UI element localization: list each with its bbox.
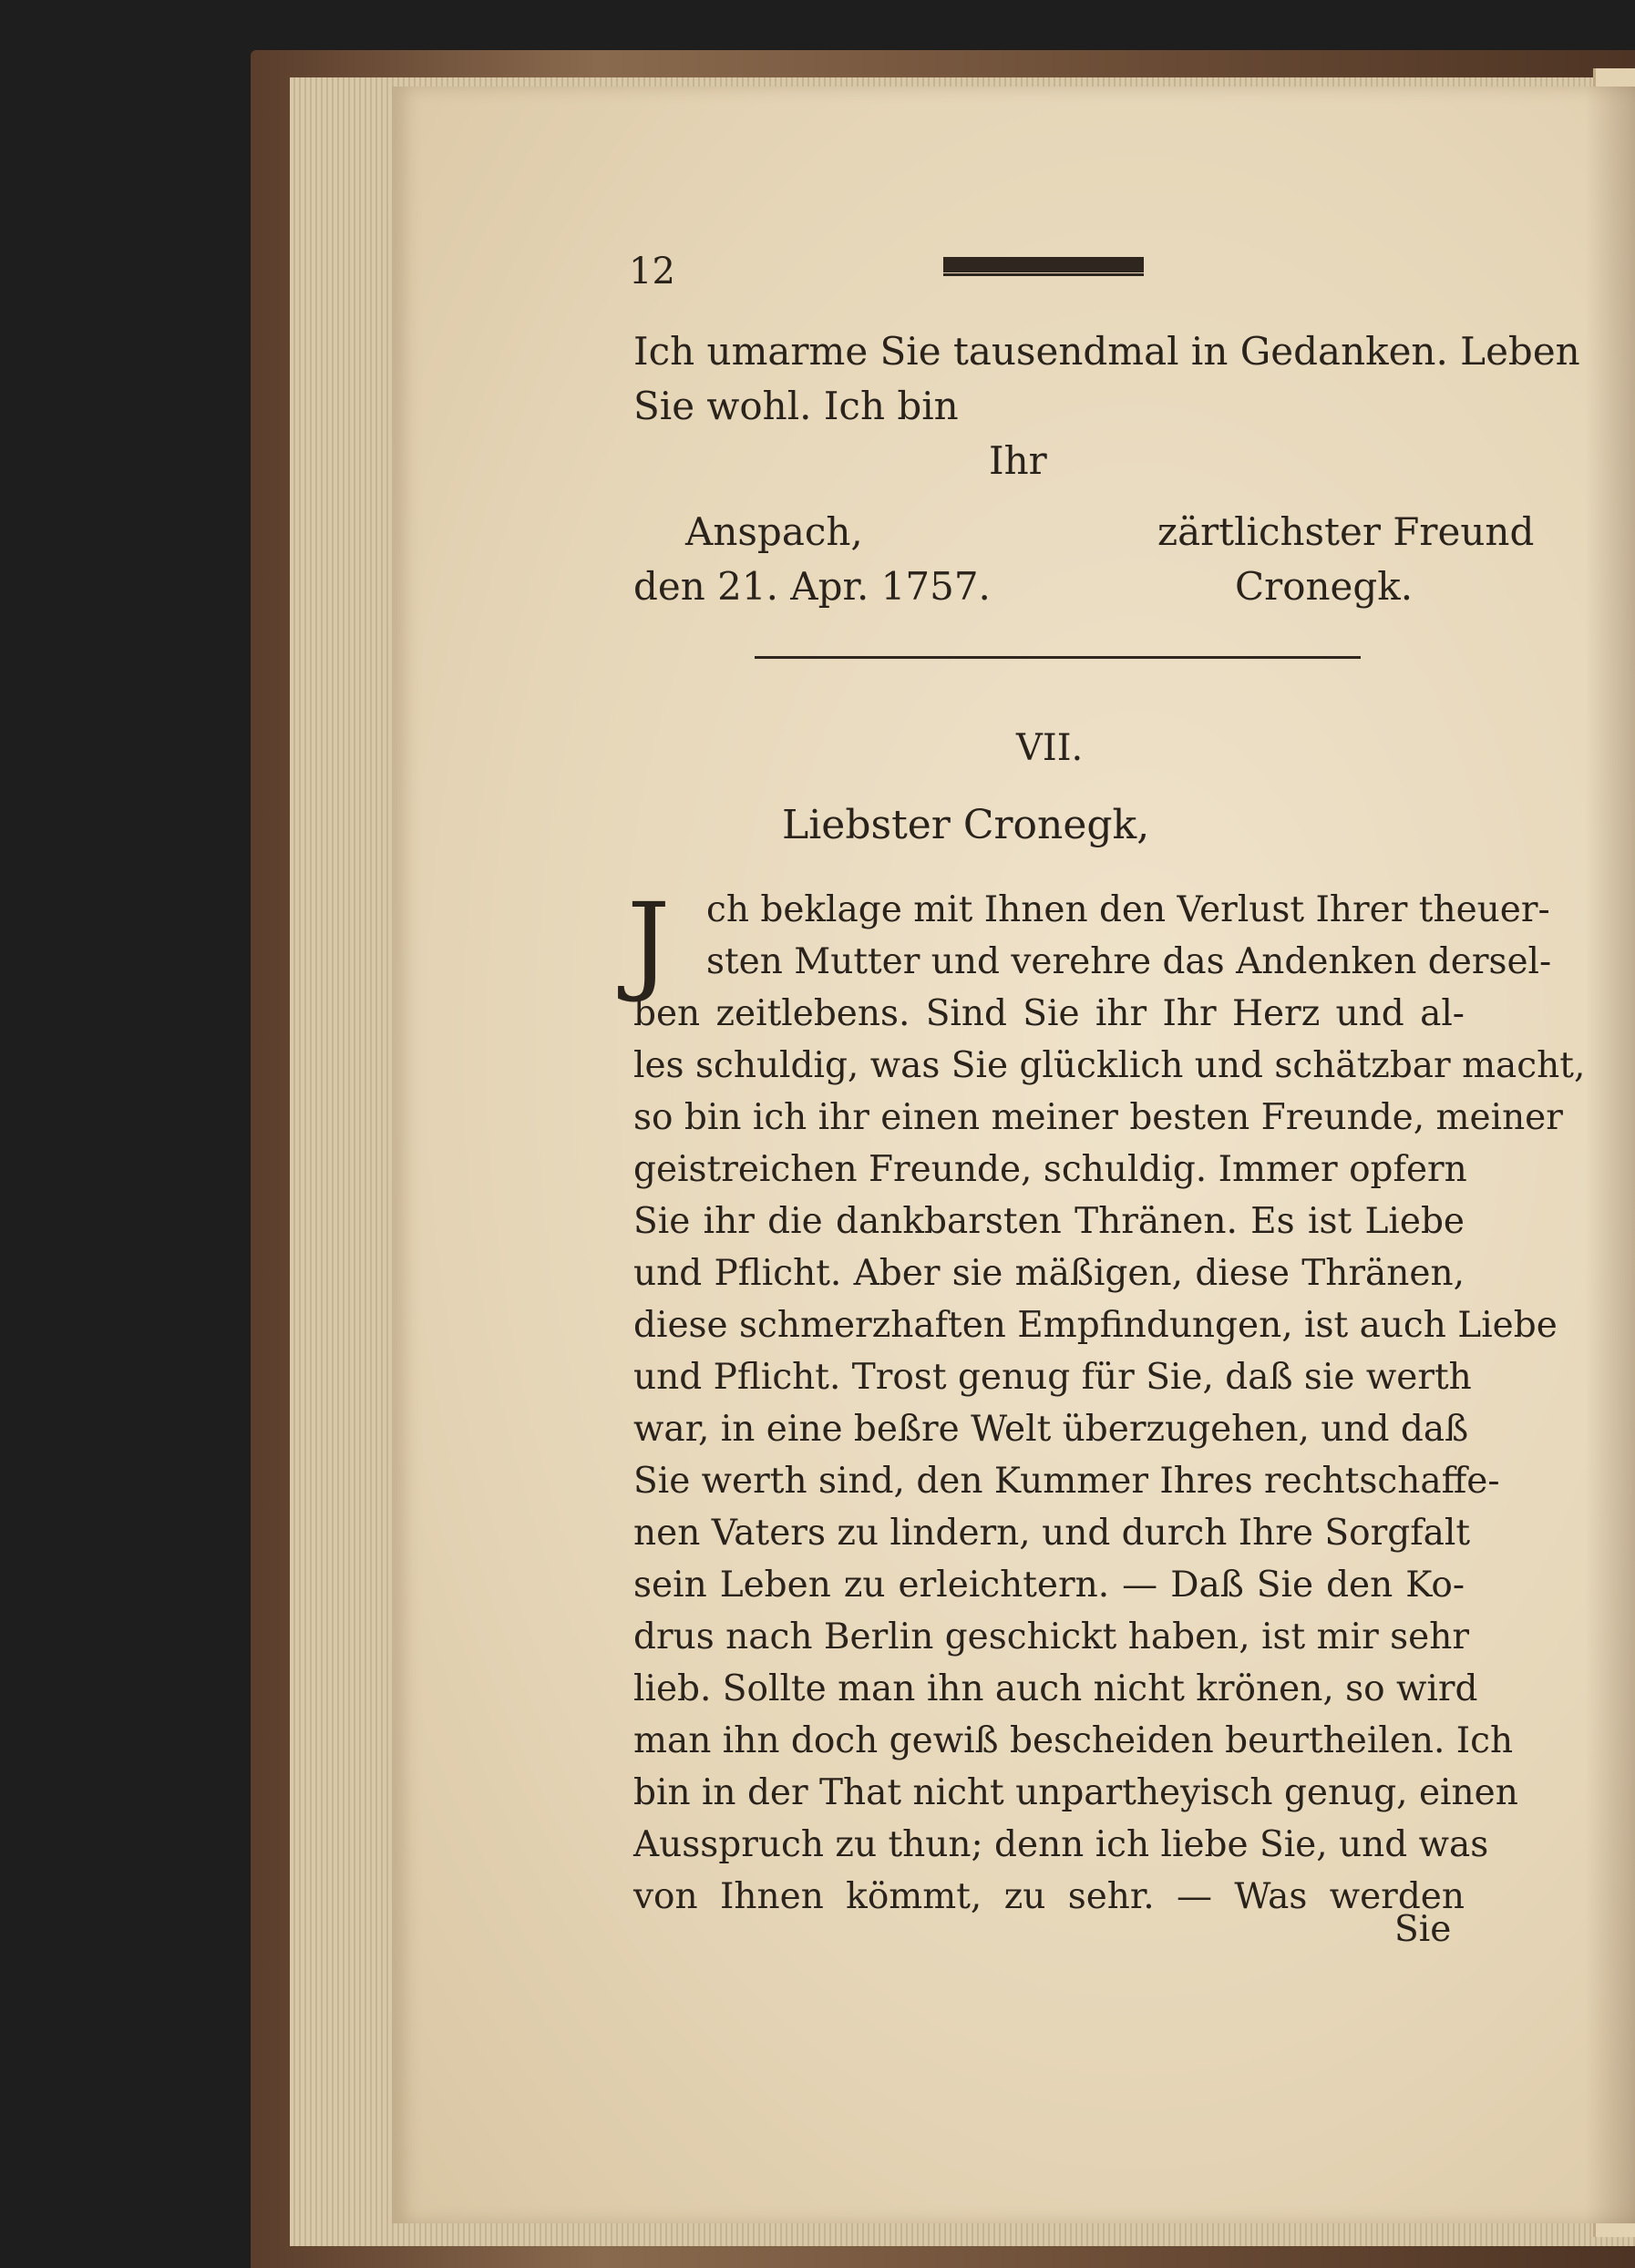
body-line: man ihn doch gewiß bescheiden beurtheilen. Ich — [633, 1720, 1514, 1761]
header-ornament-rule — [943, 257, 1144, 272]
letter-date: den 21. Apr. 1757. — [633, 564, 991, 609]
body-line: war, in eine beßre Welt überzugehen, und daß — [633, 1409, 1469, 1450]
body-line: ben zeitlebens. Sind Sie ihr Ihr Herz und al- — [633, 993, 1465, 1034]
body-line: von Ihnen kömmt, zu sehr. — Was werden — [633, 1876, 1465, 1917]
catchword: Sie — [1394, 1909, 1452, 1950]
body-line: und Pflicht. Aber sie mäßigen, diese Thränen, — [633, 1253, 1465, 1294]
page-gutter-shadow — [1585, 87, 1635, 2223]
signature: Cronegk. — [1235, 564, 1414, 609]
body-line: les schuldig, was Sie glücklich und schätzbar macht, — [633, 1045, 1586, 1086]
body-line: ch beklage mit Ihnen den Verlust Ihrer theuer- — [706, 889, 1550, 930]
closing-line-1: Ich umarme Sie tausendmal in Gedanken. Leben — [633, 329, 1580, 374]
section-divider — [755, 656, 1361, 659]
body-line: so bin ich ihr einen meiner besten Freunde, meiner — [633, 1097, 1563, 1138]
drop-capital: J — [627, 879, 671, 1005]
valediction: zärtlichster Freund — [1157, 509, 1535, 554]
body-line: nen Vaters zu lindern, und durch Ihre Sorgfalt — [633, 1513, 1471, 1554]
page-number: 12 — [629, 251, 675, 292]
header-ornament-rule-thin — [943, 273, 1144, 276]
letter-greeting: Liebster Cronegk, — [782, 802, 1150, 848]
closing-ihr: Ihr — [989, 438, 1047, 483]
body-line: Ausspruch zu thun; denn ich liebe Sie, und was — [633, 1824, 1489, 1865]
body-line: Sie werth sind, den Kummer Ihres rechtschaffe- — [633, 1461, 1500, 1502]
body-line: Sie ihr die dankbarsten Thränen. Es ist Liebe — [633, 1201, 1465, 1242]
body-line: drus nach Berlin geschickt haben, ist mir sehr — [633, 1616, 1469, 1657]
letter-number: VII. — [1016, 727, 1084, 769]
letter-body — [633, 884, 1586, 1923]
body-line: bin in der That nicht unpartheyisch genug, einen — [633, 1772, 1518, 1813]
body-line: und Pflicht. Trost genug für Sie, daß sie werth — [633, 1357, 1472, 1398]
closing-line-2: Sie wohl. Ich bin — [633, 384, 959, 428]
body-line: lieb. Sollte man ihn auch nicht krönen, so wird — [633, 1668, 1478, 1709]
body-line: diese schmerzhaften Empfindungen, ist auch Liebe — [633, 1305, 1558, 1346]
body-line: sein Leben zu erleichtern. — Daß Sie den Ko- — [633, 1565, 1465, 1606]
letter-place: Anspach, — [685, 509, 863, 554]
body-line: geistreichen Freunde, schuldig. Immer opfern — [633, 1149, 1467, 1190]
body-line: sten Mutter und verehre das Andenken dersel- — [706, 941, 1552, 982]
